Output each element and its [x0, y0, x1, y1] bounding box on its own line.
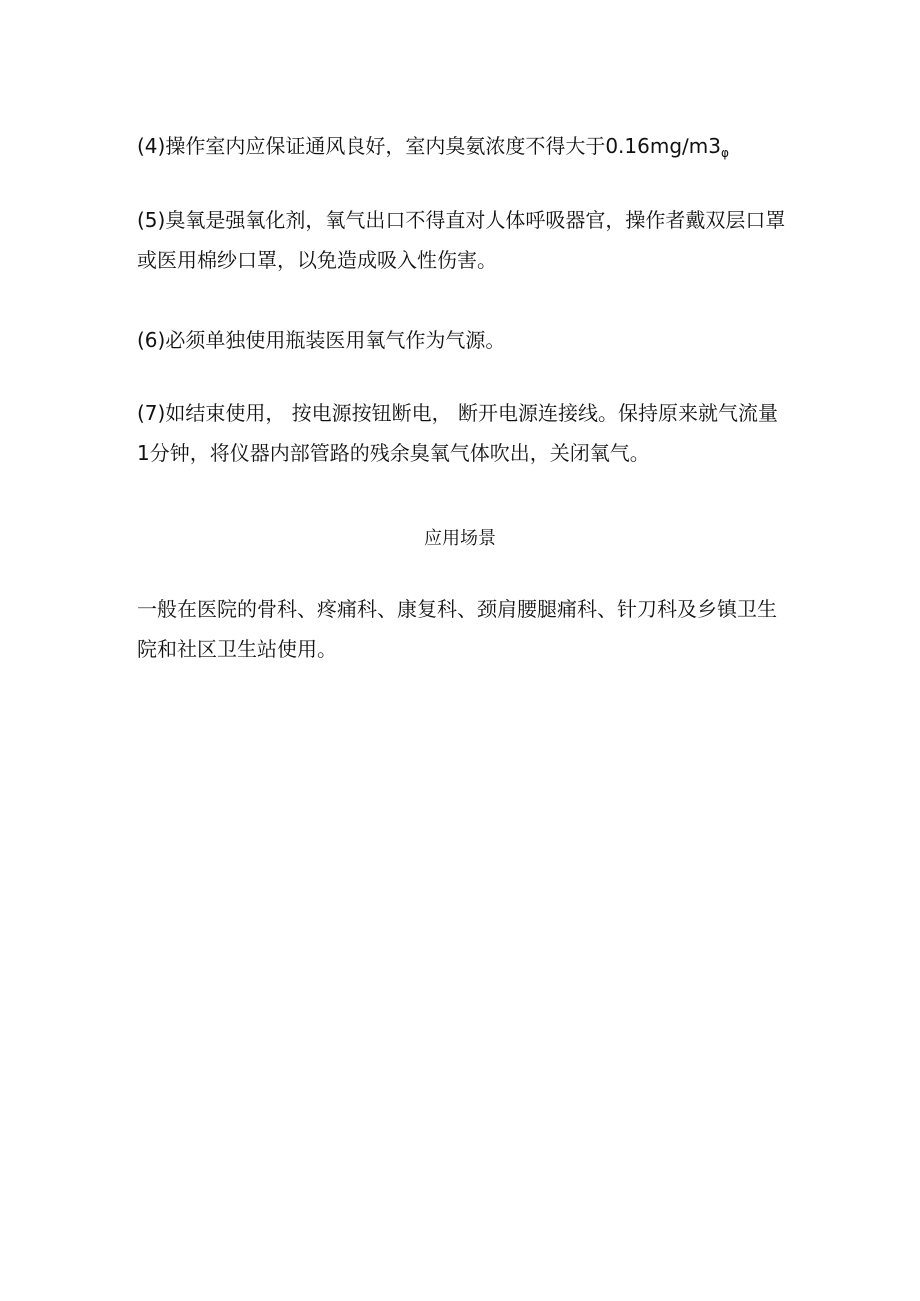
- item-7-paragraph: [137, 393, 783, 473]
- section-body-line-1: 一般在医院的骨科、疼痛科、康复科、颈肩腰腿痛科、针刀科及乡镇卫生: [137, 597, 777, 621]
- section-title: 应用场景: [424, 528, 496, 549]
- item-6-line-1: (6)必须单独使用瓶装医用氧气作为气源。: [137, 328, 506, 352]
- section-body-line-2: 院和社区卫生站使用。: [137, 637, 337, 661]
- item-4-suffix: φ: [720, 146, 729, 160]
- item-5-paragraph: [137, 200, 786, 280]
- section-body-paragraph: [137, 589, 783, 669]
- item-7-line-1: (7)如结束使用， 按电源按钮断电， 断开电源连接线。保持原来就气流量: [137, 401, 779, 425]
- item-4-paragraph: [137, 126, 783, 173]
- item-4-line-1: (4)操作室内应保证通风良好，室内臭氨浓度不得大于0.16mg∕m3: [137, 134, 721, 158]
- item-6-paragraph: [137, 320, 783, 360]
- item-5-line-1: (5)臭氧是强氧化剂，氧气出口不得直对人体呼吸器官，操作者戴双层口罩: [137, 208, 786, 232]
- item-7-line-2: 1分钟，将仪器内部管路的残余臭氧气体吹出，关闭氧气。: [137, 441, 650, 465]
- item-5-line-2: 或医用棉纱口罩，以免造成吸入性伤害。: [137, 248, 497, 272]
